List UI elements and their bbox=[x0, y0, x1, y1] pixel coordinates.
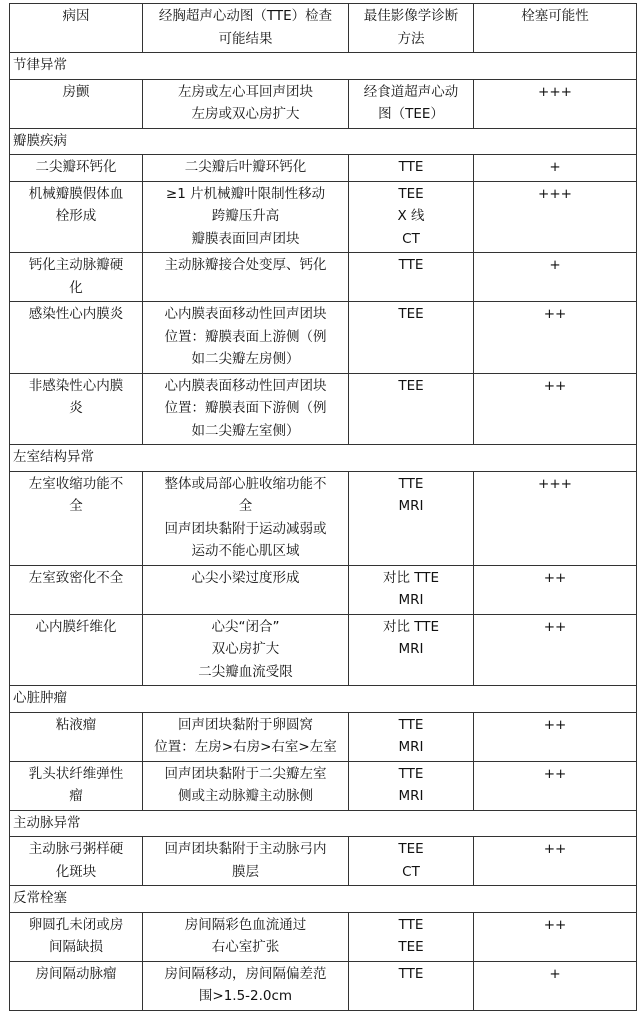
tte-text: 整体或局部心脏收缩功能不 bbox=[164, 475, 327, 492]
table-row bbox=[10, 961, 637, 1010]
risk-cell bbox=[474, 471, 637, 565]
method-cell bbox=[349, 373, 474, 445]
table-row bbox=[10, 565, 637, 614]
risk-text: ++ bbox=[543, 306, 567, 322]
cause-text: 化斑块 bbox=[55, 863, 97, 880]
tte-text: 侧或主动脉瓣主动脉侧 bbox=[178, 788, 313, 804]
header-risk-text: 栓塞可能性 bbox=[521, 8, 589, 24]
tte-cell bbox=[143, 614, 349, 686]
method-cell bbox=[349, 79, 474, 128]
method-text: TEE bbox=[398, 939, 424, 955]
cause-text: 房间隔动脉瘤 bbox=[35, 965, 117, 982]
tte-text: 房间隔移动，房间隔偏差范 bbox=[164, 965, 327, 982]
cause-text: 心内膜纤维化 bbox=[35, 618, 117, 635]
section-title: 反常栓塞 bbox=[10, 886, 637, 913]
tte-text: 房间隔彩色血流通过 bbox=[184, 916, 307, 933]
cause-text: 栓形成 bbox=[55, 208, 97, 224]
cause-cell bbox=[10, 373, 143, 445]
tte-text: 回声团块黏附于主动脉弓内 bbox=[164, 841, 327, 857]
tte-text: 膜层 bbox=[232, 863, 259, 880]
method-text: MRI bbox=[398, 498, 424, 514]
cause-cell bbox=[10, 79, 143, 128]
tte-text: 心尖小梁过度形成 bbox=[191, 569, 300, 586]
tte-text: 右心室扩张 bbox=[211, 939, 280, 955]
cause-text: 机械瓣膜假体血 bbox=[28, 185, 124, 202]
header-row bbox=[10, 4, 637, 53]
risk-cell bbox=[474, 302, 637, 374]
method-text: TTE bbox=[398, 765, 424, 782]
tte-cell bbox=[143, 181, 349, 253]
table-row bbox=[10, 712, 637, 761]
cause-cell bbox=[10, 837, 143, 886]
risk-text: +++ bbox=[538, 185, 572, 202]
method-cell bbox=[349, 302, 474, 374]
tte-cell bbox=[143, 837, 349, 886]
risk-text: ++ bbox=[543, 716, 567, 733]
cause-text: 二尖瓣环钙化 bbox=[35, 159, 117, 175]
risk-text: +++ bbox=[538, 83, 572, 100]
table-row bbox=[10, 471, 637, 565]
method-text: CT bbox=[402, 230, 420, 247]
cause-text: 间隔缺损 bbox=[49, 939, 103, 955]
risk-text: ++ bbox=[543, 916, 567, 933]
risk-text: ++ bbox=[543, 618, 567, 635]
method-cell bbox=[349, 565, 474, 614]
tte-cell bbox=[143, 471, 349, 565]
section-row bbox=[10, 53, 637, 80]
table-row bbox=[10, 761, 637, 810]
tte-cell bbox=[143, 373, 349, 445]
method-cell bbox=[349, 961, 474, 1010]
tte-text: 运动不能心肌区域 bbox=[191, 543, 300, 559]
method-text: TTE bbox=[398, 716, 424, 733]
cause-cell bbox=[10, 614, 143, 686]
risk-text: ++ bbox=[543, 377, 567, 394]
table-row bbox=[10, 302, 637, 374]
tte-cell bbox=[143, 155, 349, 182]
method-cell bbox=[349, 837, 474, 886]
tte-cell bbox=[143, 961, 349, 1010]
cause-text: 左室收缩功能不 bbox=[28, 475, 124, 492]
method-cell bbox=[349, 912, 474, 961]
method-cell bbox=[349, 181, 474, 253]
method-text: MRI bbox=[398, 739, 424, 755]
method-text: X 线 bbox=[397, 208, 425, 224]
method-text: MRI bbox=[398, 641, 424, 657]
table-row bbox=[10, 181, 637, 253]
risk-cell bbox=[474, 79, 637, 128]
tte-text: 全 bbox=[238, 498, 253, 514]
tte-text: 位置：瓣膜表面上游侧（例 bbox=[164, 328, 327, 345]
cause-cell bbox=[10, 302, 143, 374]
section-row bbox=[10, 128, 637, 155]
method-text: 经食道超声心动 bbox=[363, 83, 459, 100]
risk-text: ++ bbox=[543, 841, 567, 857]
tte-text: 双心房扩大 bbox=[211, 641, 280, 657]
tte-text: 回声团块黏附于二尖瓣左室 bbox=[164, 765, 327, 782]
tte-text: 回声团块黏附于运动减弱或 bbox=[164, 520, 327, 537]
risk-cell bbox=[474, 155, 637, 182]
tte-text: 如二尖瓣左房侧） bbox=[191, 351, 300, 367]
method-text: TTE bbox=[398, 257, 424, 273]
method-text: TEE bbox=[398, 841, 424, 857]
cause-cell bbox=[10, 712, 143, 761]
header-method bbox=[349, 4, 474, 53]
section-title: 主动脉异常 bbox=[10, 810, 637, 837]
risk-cell bbox=[474, 253, 637, 302]
tte-cell bbox=[143, 79, 349, 128]
cause-text: 化 bbox=[69, 279, 83, 296]
cause-cell bbox=[10, 912, 143, 961]
tte-cell bbox=[143, 302, 349, 374]
tte-text: 心内膜表面移动性回声团块 bbox=[164, 306, 327, 322]
risk-cell bbox=[474, 761, 637, 810]
cause-text: 卵圆孔未闭或房 bbox=[28, 916, 124, 933]
method-text: CT bbox=[402, 863, 420, 880]
method-cell bbox=[349, 471, 474, 565]
risk-text: + bbox=[549, 965, 561, 982]
cause-cell bbox=[10, 961, 143, 1010]
risk-text: + bbox=[549, 159, 561, 175]
table-row bbox=[10, 373, 637, 445]
method-text: MRI bbox=[398, 592, 424, 608]
tte-text: 左房或左心耳回声团块 bbox=[178, 83, 313, 100]
cause-text: 主动脉弓粥样硬 bbox=[28, 841, 124, 857]
tte-cell bbox=[143, 253, 349, 302]
section-row bbox=[10, 445, 637, 472]
section-title: 瓣膜疾病 bbox=[10, 128, 637, 155]
risk-cell bbox=[474, 181, 637, 253]
method-text: TEE bbox=[398, 377, 424, 394]
method-cell bbox=[349, 712, 474, 761]
tte-text: 二尖瓣后叶瓣环钙化 bbox=[184, 159, 307, 175]
table-row bbox=[10, 253, 637, 302]
cause-text: 非感染性心内膜 bbox=[28, 377, 124, 394]
table-body bbox=[10, 4, 637, 1011]
method-text: 对比 TTE bbox=[382, 618, 440, 635]
cause-cell bbox=[10, 155, 143, 182]
table-row bbox=[10, 912, 637, 961]
method-cell bbox=[349, 253, 474, 302]
method-text: 图（TEE） bbox=[378, 106, 444, 122]
section-title: 左室结构异常 bbox=[10, 445, 637, 472]
cause-cell bbox=[10, 565, 143, 614]
tte-text: 位置：瓣膜表面下游侧（例 bbox=[164, 400, 327, 416]
method-cell bbox=[349, 155, 474, 182]
section-row bbox=[10, 686, 637, 713]
cause-text: 全 bbox=[69, 498, 83, 514]
tte-text: 如二尖瓣左室侧） bbox=[191, 422, 300, 439]
header-tte-line-2: 可能结果 bbox=[218, 30, 273, 47]
cause-cell bbox=[10, 253, 143, 302]
method-text: TTE bbox=[398, 916, 424, 933]
method-text: 对比 TTE bbox=[382, 569, 440, 586]
risk-text: + bbox=[549, 257, 561, 273]
cause-text: 瘤 bbox=[69, 788, 83, 804]
risk-text: +++ bbox=[538, 475, 572, 492]
table-row bbox=[10, 837, 637, 886]
header-tte-line-1: 经胸超声心动图（TTE）检查 bbox=[158, 8, 333, 24]
tte-text: 主动脉瓣接合处变厚、钙化 bbox=[164, 257, 327, 273]
tte-text: 围>1.5-2.0cm bbox=[198, 988, 293, 1004]
header-risk bbox=[474, 4, 637, 53]
tte-text: 左房或双心房扩大 bbox=[191, 106, 300, 122]
tte-cell bbox=[143, 712, 349, 761]
table-row bbox=[10, 79, 637, 128]
method-text: TTE bbox=[398, 475, 424, 492]
tte-text: ≥1 片机械瓣叶限制性移动 bbox=[165, 185, 326, 202]
section-row bbox=[10, 886, 637, 913]
risk-cell bbox=[474, 565, 637, 614]
section-row bbox=[10, 810, 637, 837]
tte-text: 心尖“闭合” bbox=[211, 618, 280, 635]
method-text: MRI bbox=[398, 788, 424, 804]
cause-text: 感染性心内膜炎 bbox=[28, 306, 124, 322]
header-method-line-1: 最佳影像学诊断 bbox=[363, 8, 459, 24]
risk-text: ++ bbox=[543, 765, 567, 782]
tte-text: 二尖瓣血流受限 bbox=[198, 663, 293, 680]
tte-text: 心内膜表面移动性回声团块 bbox=[164, 377, 327, 394]
section-title: 节律异常 bbox=[10, 53, 637, 80]
tte-cell bbox=[143, 912, 349, 961]
cause-text: 粘液瘤 bbox=[55, 716, 97, 733]
etiology-table bbox=[9, 3, 637, 1011]
cause-text: 房颤 bbox=[62, 83, 90, 100]
table-row bbox=[10, 614, 637, 686]
cause-cell bbox=[10, 181, 143, 253]
method-text: TEE bbox=[398, 306, 424, 322]
method-text: TTE bbox=[398, 159, 424, 175]
cause-cell bbox=[10, 471, 143, 565]
method-text: TEE bbox=[398, 185, 424, 202]
cause-cell bbox=[10, 761, 143, 810]
cause-text: 左室致密化不全 bbox=[28, 569, 124, 586]
section-title: 心脏肿瘤 bbox=[10, 686, 637, 713]
tte-text: 跨瓣压升高 bbox=[211, 208, 280, 224]
tte-text: 瓣膜表面回声团块 bbox=[191, 230, 300, 247]
tte-cell bbox=[143, 565, 349, 614]
method-cell bbox=[349, 614, 474, 686]
risk-cell bbox=[474, 961, 637, 1010]
tte-text: 回声团块黏附于卵圆窝 bbox=[178, 716, 313, 733]
table-row bbox=[10, 155, 637, 182]
risk-cell bbox=[474, 912, 637, 961]
risk-cell bbox=[474, 837, 637, 886]
header-tte bbox=[143, 4, 349, 53]
tte-text: 位置：左房>右房>右室>左室 bbox=[154, 739, 337, 755]
risk-text: ++ bbox=[543, 569, 567, 586]
cause-text: 炎 bbox=[69, 400, 83, 416]
risk-cell bbox=[474, 373, 637, 445]
method-text: TTE bbox=[398, 965, 424, 982]
tte-cell bbox=[143, 761, 349, 810]
header-cause bbox=[10, 4, 143, 53]
risk-cell bbox=[474, 712, 637, 761]
method-cell bbox=[349, 761, 474, 810]
cause-text: 乳头状纤维弹性 bbox=[28, 765, 124, 782]
header-cause-text: 病因 bbox=[62, 8, 90, 24]
risk-cell bbox=[474, 614, 637, 686]
cause-text: 钙化主动脉瓣硬 bbox=[28, 257, 124, 273]
header-method-line-2: 方法 bbox=[397, 30, 425, 47]
